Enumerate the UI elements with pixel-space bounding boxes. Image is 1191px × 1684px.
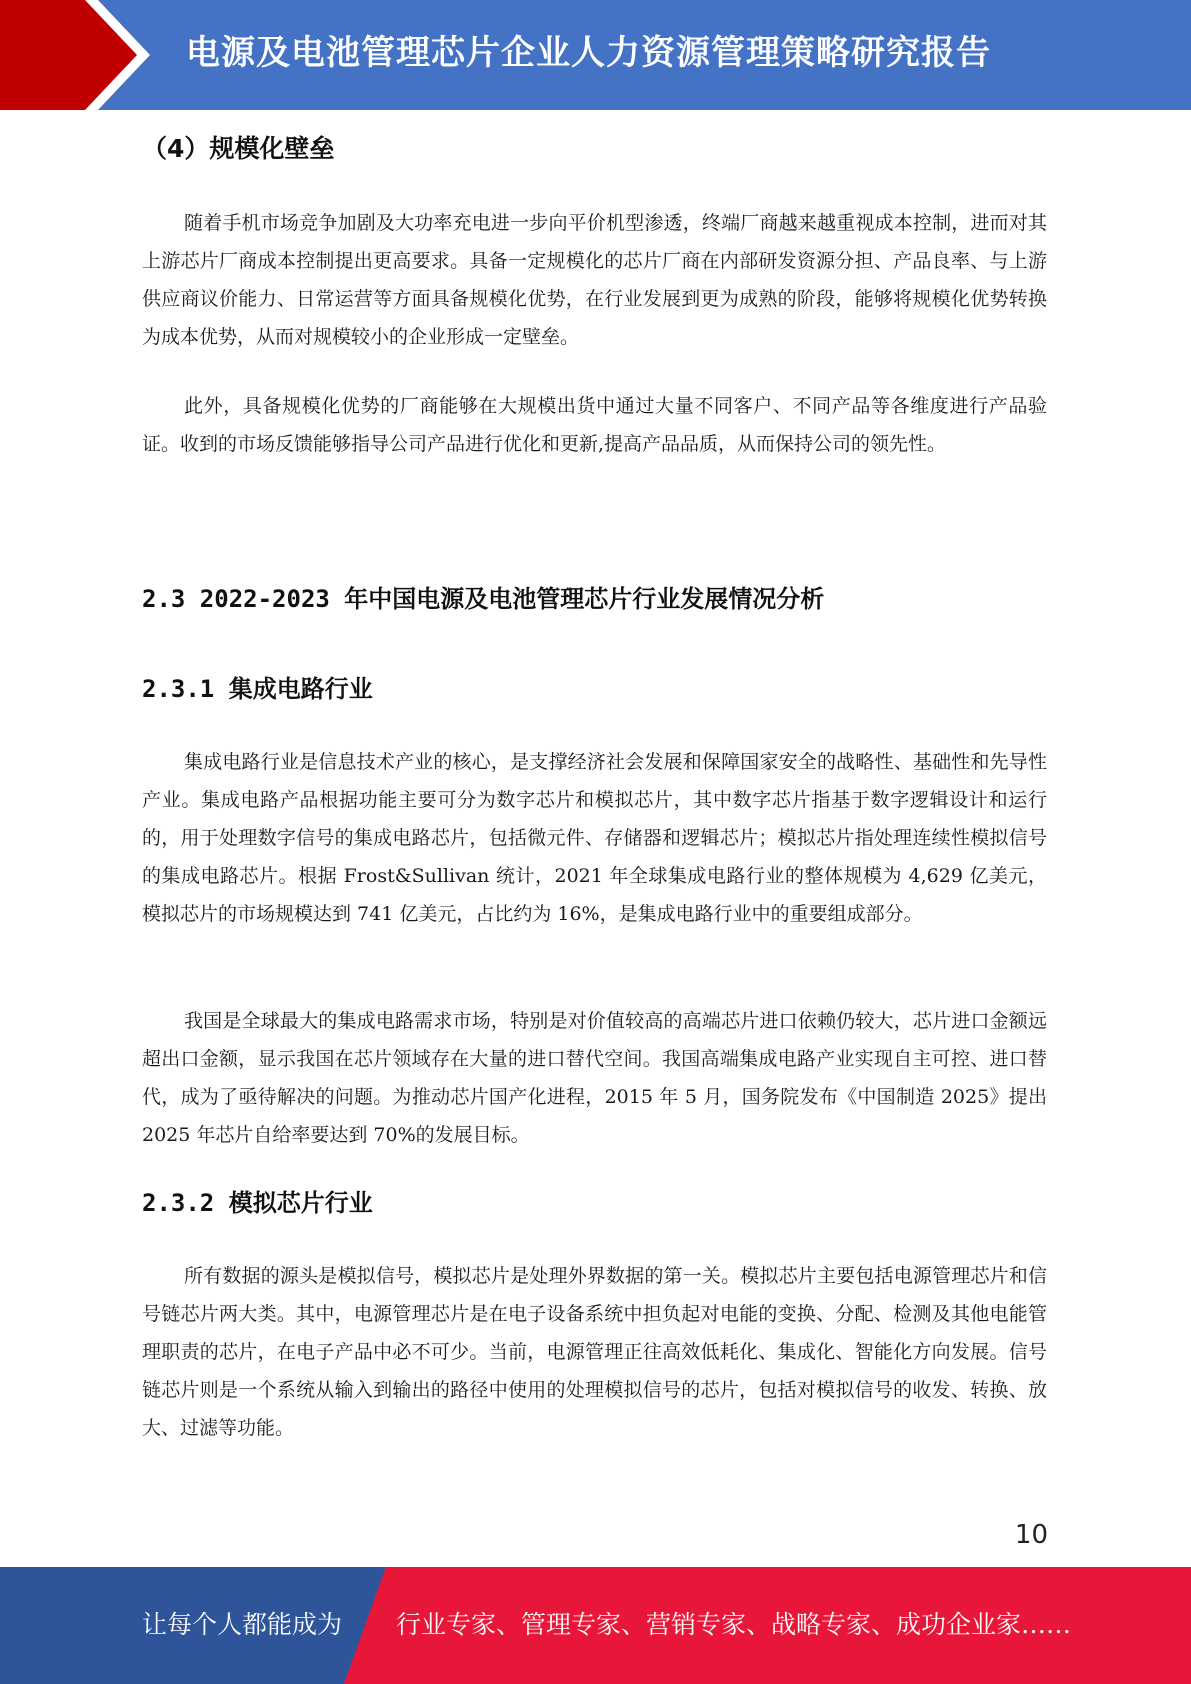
report-title: 电源及电池管理芯片企业人力资源管理策略研究报告 [186,33,991,73]
section-heading-2-3: 2.3 2022-2023 年中国电源及电池管理芯片行业发展情况分析 [142,585,825,613]
section-heading-2-3-1: 2.3.1 集成电路行业 [142,675,373,703]
paragraph-import-substitution: 我国是全球最大的集成电路需求市场，特别是对价值较高的高端芯片进口依赖仍较大，芯片进口金额远超出口金额，显示我国在芯片领域存在大量的进口替代空间。我国高端集成电路产业实现自主可控、进口替代，成为了亟待解决的问题。为推动芯片国产化进程，2015 年 5 月，国务院发布《中国制造 2025》提出 2025 年芯片自给率要达到 70%的发展目标。 [142,1010,1047,1146]
paragraph-ic-industry: 集成电路行业是信息技术产业的核心，是支撑经济社会发展和保障国家安全的战略性、基础性和先导性产业。集成电路产品根据功能主要可分为数字芯片和模拟芯片，其中数字芯片指基于数字逻辑设计和运行的，用于处理数字信号的集成电路芯片，包括微元件、存储器和逻辑芯片；模拟芯片指处理连续性模拟信号的集成电路芯片。根据 Frost&Sullivan 统计，2021 年全球集成电路行业的整体规模为 4,629 亿美元，模拟芯片的市场规模达到 741 亿美元，占比约为 16%，是集成电路行业中的重要组成部分。 [142,751,1047,925]
footer-slogan-right: 行业专家、管理专家、营销专家、战略专家、成功企业家…… [396,1610,1072,1639]
paragraph-scale-advantage: 随着手机市场竞争加剧及大功率充电进一步向平价机型渗透，终端厂商越来越重视成本控制，进而对其上游芯片厂商成本控制提出更高要求。具备一定规模化的芯片厂商在内部研发资源分担、产品良率、与上游供应商议价能力、日常运营等方面具备规模化优势，在行业发展到更为成熟的阶段，能够将规模化优势转换为成本优势，从而对规模较小的企业形成一定壁垒。 [142,212,1047,348]
paragraph-analog-chip: 所有数据的源头是模拟信号，模拟芯片是处理外界数据的第一关。模拟芯片主要包括电源管理芯片和信号链芯片两大类。其中，电源管理芯片是在电子设备系统中担负起对电能的变换、分配、检测及其他电能管理职责的芯片，在电子产品中必不可少。当前，电源管理正往高效低耗化、集成化、智能化方向发展。信号链芯片则是一个系统从输入到输出的路径中使用的处理模拟信号的芯片，包括对模拟信号的收发、转换、放大、过滤等功能。 [142,1265,1047,1439]
paragraph-product-validation: 此外，具备规模化优势的厂商能够在大规模出货中通过大量不同客户、不同产品等各维度进行产品验证。收到的市场反馈能够指导公司产品进行优化和更新,提高产品品质，从而保持公司的领先性。 [142,395,1047,455]
page-header [0,0,1191,110]
red-chevron-icon [0,0,200,110]
section-heading-scale-barrier: （4）规模化壁垒 [142,134,335,163]
page-footer [0,1567,1191,1684]
footer-slogan-left: 让每个人都能成为 [142,1610,343,1639]
page-number: 10 [1014,1520,1048,1550]
section-heading-2-3-2: 2.3.2 模拟芯片行业 [142,1189,373,1217]
